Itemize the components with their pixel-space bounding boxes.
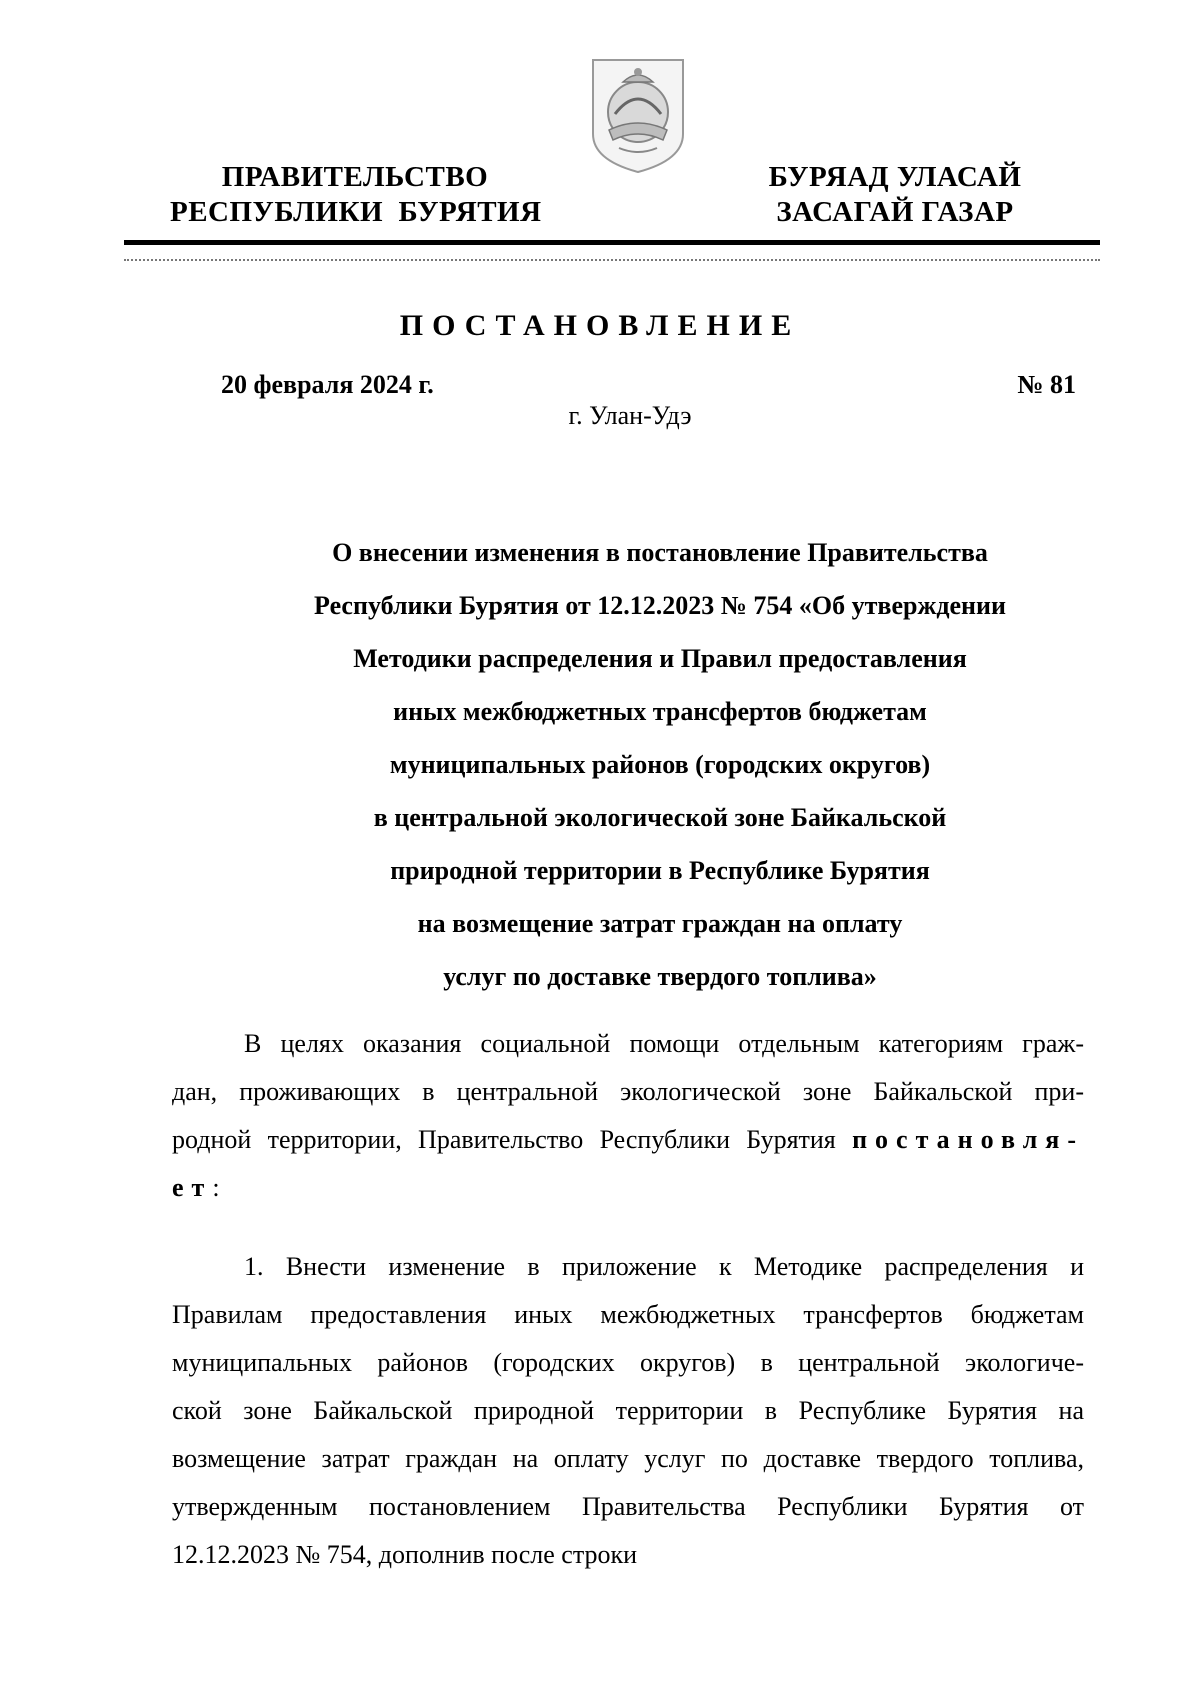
header-divider-dotted [124, 259, 1100, 261]
item-1-paragraph [172, 1243, 1084, 1579]
document-date: 20 февраля 2024 г. [221, 370, 434, 399]
subject-line: природной территории в Республике Бурятия [390, 856, 930, 885]
preamble-paragraph [172, 1020, 1084, 1212]
paragraph-line: 12.12.2023 № 754, дополнив после строки [172, 1540, 638, 1569]
decree-word: постановля- [852, 1125, 1085, 1154]
paragraph-line: муниципальных районов (городских округов) в центральной экологиче- [172, 1348, 1084, 1377]
paragraph-text: родной территории, Правительство Республики Бурятия [172, 1125, 836, 1154]
paragraph-line: возмещение затрат граждан на оплату услуг по доставке твердого топлива, [172, 1444, 1084, 1473]
subject-line: услуг по доставке твердого топлива» [443, 962, 877, 991]
colon: : [212, 1173, 220, 1202]
left-org-line: ПРАВИТЕЛЬСТВО [221, 161, 489, 193]
header-divider-thick [124, 240, 1100, 245]
paragraph-line: В целях оказания социальной помощи отдельным категориям граж- [244, 1029, 1084, 1058]
left-org-line: РЕСПУБЛИКИ БУРЯТИЯ [170, 196, 542, 228]
paragraph-line [172, 1116, 1084, 1164]
subject-line: О внесении изменения в постановление Правительства [332, 538, 988, 567]
right-org-line: ЗАСАГАЙ ГАЗАР [776, 196, 1014, 228]
paragraph-line: дан, проживающих в центральной экологической зоне Байкальской при- [172, 1077, 1084, 1106]
subject-line: в центральной экологической зоне Байкальской [373, 803, 947, 832]
document-city: г. Улан-Удэ [568, 401, 692, 430]
right-organization-name [745, 160, 1045, 230]
subject-line: Республики Бурятия от 12.12.2023 № 754 «Об утверждении [314, 591, 1006, 620]
paragraph-line [172, 1164, 1084, 1212]
subject-line: иных межбюджетных трансфертов бюджетам [393, 697, 927, 726]
subject-line: Методики распределения и Правил предоставления [353, 644, 967, 673]
left-organization-name [170, 160, 540, 230]
document-subject [160, 526, 1160, 1003]
coat-of-arms-icon [589, 56, 687, 176]
subject-line: муниципальных районов (городских округов) [389, 750, 931, 779]
paragraph-line: Правилам предоставления иных межбюджетных трансфертов бюджетам [172, 1300, 1084, 1329]
paragraph-line: ской зоне Байкальской природной территории в Республике Бурятия на [172, 1396, 1084, 1425]
right-org-line: БУРЯАД УЛАСАЙ [768, 161, 1022, 193]
paragraph-line: 1. Внести изменение в приложение к Методике распределения и [244, 1252, 1084, 1281]
paragraph-line: утвержденным постановлением Правительства Республики Бурятия от [172, 1492, 1084, 1521]
document-number: № 81 [1017, 370, 1076, 399]
document-type-title: ПОСТАНОВЛЕНИЕ [399, 309, 801, 342]
subject-line: на возмещение затрат граждан на оплату [417, 909, 903, 938]
decree-word-end: ет [172, 1173, 213, 1202]
